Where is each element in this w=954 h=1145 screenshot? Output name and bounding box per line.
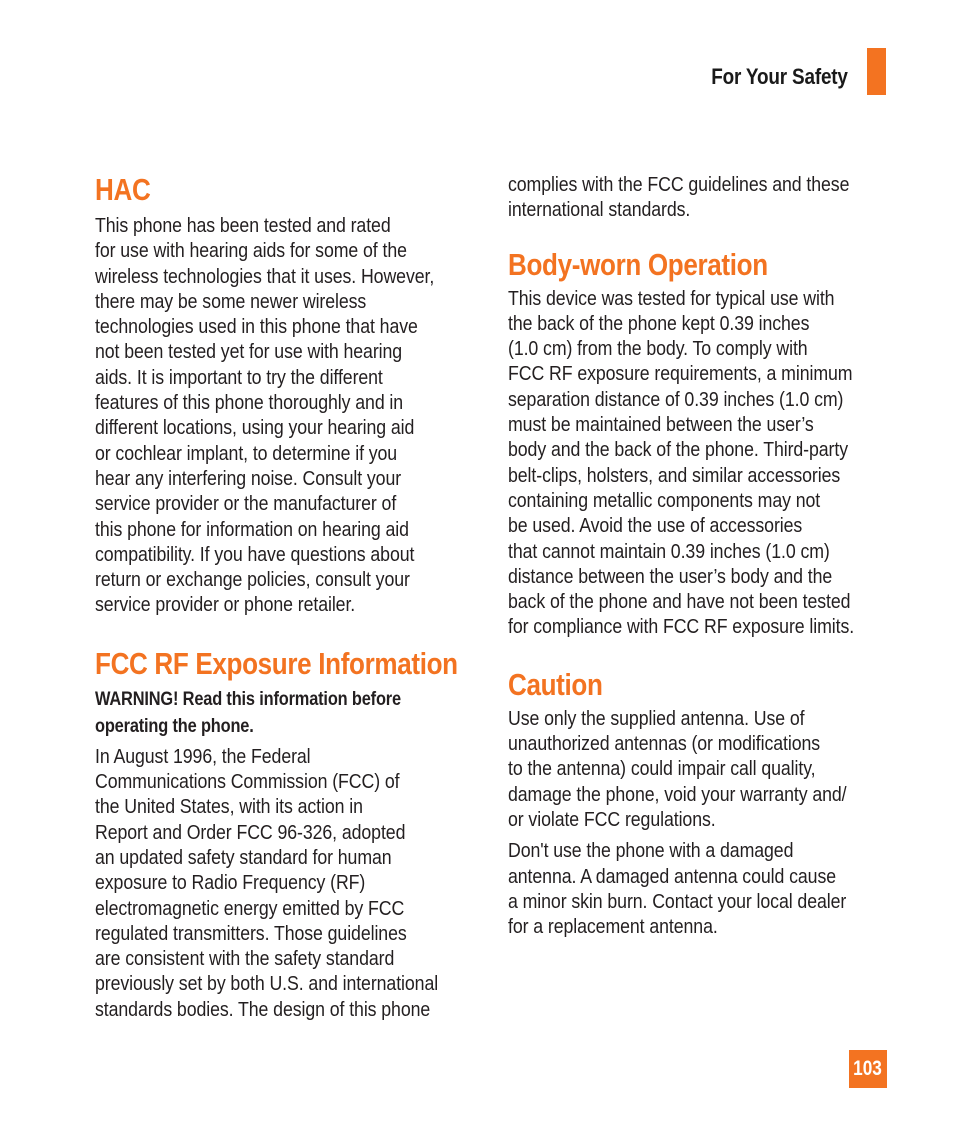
right-column (508, 172, 888, 939)
fcc-body-continued: complies with the FCC guidelines and these international standards. (508, 173, 850, 222)
fcc-body: In August 1996, the Federal Communications Commission (FCC) of the United States, with its action in Report and Order FCC 96-326, adopted an updated safety standard for human exposure to Radio Frequency (RF) electromagnetic energy emitted by FCC regulated transmitters. Those guidelines are consistent with the safety standard previously set by both U.S. and international standards bodies. The design of this phone (95, 744, 439, 1021)
section-accent-bar (867, 48, 886, 95)
body-worn-body: This device was tested for typical use with the back of the phone kept 0.39 inches (1.0 cm) from the body. To comply with FCC RF exposure requirements, a minimum separation distance of 0.39 inches (1.0 cm) must be maintained between the user’s body and the back of the phone. Third-party belt-clips, holsters, and similar accessories containing metallic components may not be used. Avoid the use of accessories that cannot maintain 0.39 inches (1.0 cm) distance between the user’s body and the back of the phone and have not been tested for compliance with FCC RF exposure limits. (508, 286, 855, 639)
caution-body-1: Use only the supplied antenna. Use of unauthorized antennas (or modifications to the antenna) could impair call quality, damage the phone, void your warranty and/ or violate FCC regulations. (508, 706, 847, 831)
caution-heading: Caution (508, 666, 603, 702)
fcc-heading: FCC RF Exposure Information (95, 645, 458, 681)
hac-body: This phone has been tested and rated for use with hearing aids for some of the wireless technologies that it uses. However, there may be some newer wireless technologies used in this phone that have not been tested yet for use with hearing aids. It is important to try the different features of this phone thoroughly and in different locations, using your hearing aid or cochlear implant, to determine if you hear any interfering noise. Consult your service provider or the manufacturer of this phone for information on hearing aid compatibility. If you have questions about return or exchange policies, consult your service provider or phone retailer. (95, 214, 435, 617)
body-worn-heading: Body-worn Operation (508, 246, 768, 282)
hac-heading: HAC (95, 172, 151, 207)
left-column (95, 170, 475, 1022)
caution-body-2: Don't use the phone with a damaged antenna. A damaged antenna could cause a minor skin burn. Contact your local dealer for a replacement antenna. (508, 839, 847, 939)
page-number-badge (849, 1050, 887, 1088)
page-number: 103 (853, 1057, 883, 1080)
fcc-warning: WARNING! Read this information before operating the phone. (95, 687, 401, 737)
section-title: For Your Safety (711, 64, 848, 89)
